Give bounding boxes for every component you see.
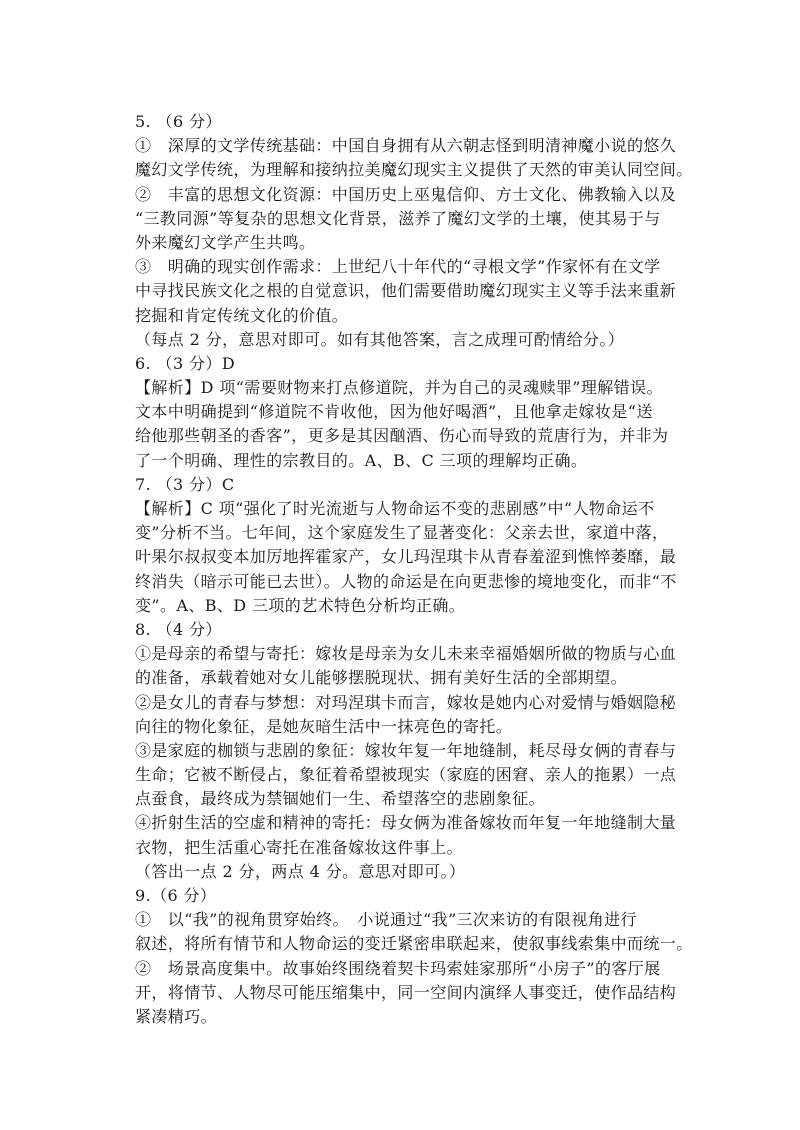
q8-point-1-line-2: 的准备，承载着她对女儿能够摆脱现状、拥有美好生活的全部期望。 <box>135 668 628 688</box>
q8-point-1-line-1: ①是母亲的希望与寄托：嫁妆是母亲为女儿未来幸福婚姻所做的物质与心血 <box>135 644 677 664</box>
question-6-heading: 6. （3 分）D <box>135 353 236 373</box>
q7-analysis-line-2: 变”分析不当。七年间，这个家庭发生了显著变化：父亲去世，家道中落， <box>135 523 669 543</box>
q7-analysis-line-1: 【解析】C 项“强化了时光流逝与人物命运不变的悲剧感”中“人物命运不 <box>135 499 655 518</box>
q6-analysis-line-2: 文本中明确提到“修道院不肯收他，因为他好喝酒”，且他拿走嫁妆是“送 <box>135 402 653 422</box>
question-8-heading: 8. （4 分） <box>135 619 222 639</box>
q8-point-4-line-2: 衣物，把生活重心寄托在准备嫁妆这件事上。 <box>135 837 464 857</box>
q7-analysis-line-4: 终消失（暗示可能已去世）。人物的命运是在向更悲惨的境地变化，而非“不 <box>135 571 677 591</box>
q5-point-2-line-1: ② 丰富的思想文化资源：中国历史上巫鬼信仰、方士文化、佛教输入以及 <box>135 184 677 204</box>
q5-point-3-line-2: 中寻找民族文化之根的自觉意识，他们需要借助魔幻现实主义等手法来重新 <box>135 281 677 301</box>
q8-point-4-line-1: ④折射生活的空虚和精神的寄托：母女俩为准备嫁妆而年复一年地缝制大量 <box>135 813 677 833</box>
q8-point-3-line-2: 生命；它被不断侵占，象征着希望被现实（家庭的困窘、亲人的拖累）一点 <box>135 765 677 785</box>
q8-point-3-line-3: 点蚕食，最终成为禁锢她们一生、希望落空的悲剧象征。 <box>135 789 546 809</box>
q6-analysis-line-4: 了一个明确、理性的宗教目的。A、B、C 三项的理解均正确。 <box>135 450 588 470</box>
q5-point-3-line-3: 挖掘和肯定传统文化的价值。 <box>135 305 349 325</box>
q7-analysis-line-3: 叶果尔叔叔变本加厉地挥霍家产，女儿玛涅琪卡从青春羞涩到憔悴萎靡，最 <box>135 547 677 567</box>
q6-analysis-line-3: 给他那些朝圣的香客”，更多是其因酗酒、伤心而导致的荒唐行为，并非为 <box>135 426 669 446</box>
question-5-heading: 5. （6 分） <box>135 112 222 131</box>
q9-point-2-line-2: 开，将情节、人物尽可能压缩集中，同一空间内演绎人事变迁，使作品结构 <box>135 982 677 1002</box>
q9-point-1-line-1: ① 以“我”的视角贯穿始终。 小说通过“我”三次来访的有限视角进行 <box>135 910 637 930</box>
q5-point-1-line-1: ① 深厚的文学传统基础：中国自身拥有从六朝志怪到明清神魔小说的悠久 <box>135 136 677 156</box>
q9-point-2-line-3: 紧凑精巧。 <box>135 1006 218 1026</box>
q5-point-3-line-1: ③ 明确的现实创作需求：上世纪八十年代的“寻根文学”作家怀有在文学 <box>135 257 661 277</box>
q8-point-2-line-2: 向往的物化象征，是她灰暗生活中一抹亮色的寄托。 <box>135 716 513 736</box>
question-9-heading: 9.（6 分） <box>135 886 217 905</box>
q5-point-2-line-3: 外来魔幻文学产生共鸣。 <box>135 232 316 252</box>
q9-point-1-line-2: 叙述，将所有情节和人物命运的变迁紧密串联起来，使叙事线索集中而统一。 <box>135 934 693 954</box>
q5-scoring-note: （每点 2 分，意思对即可。如有其他答案，言之成理可酌情给分。） <box>135 329 625 349</box>
q5-point-2-line-2: “三教同源”等复杂的思想文化背景，滋养了魔幻文学的土壤，使其易于与 <box>135 208 661 228</box>
q7-analysis-line-5: 变”。A、B、D 三项的艺术特色分析均正确。 <box>135 595 466 615</box>
question-7-heading: 7. （3 分）C <box>135 474 235 494</box>
answer-text-block <box>135 110 695 1029</box>
q8-point-2-line-1: ②是女儿的青春与梦想：对玛涅琪卡而言，嫁妆是她内心对爱情与婚姻隐秘 <box>135 692 677 712</box>
q8-point-3-line-1: ③是家庭的枷锁与悲剧的象征：嫁妆年复一年地缝制，耗尽母女俩的青春与 <box>135 740 677 760</box>
q8-scoring-note: （答出一点 2 分，两点 4 分。意思对即可。） <box>135 861 466 881</box>
q5-point-1-line-2: 魔幻文学传统，为理解和接纳拉美魔幻现实主义提供了天然的审美认同空间。 <box>135 160 693 180</box>
q9-point-2-line-1: ② 场景高度集中。故事始终围绕着契卡玛索娃家那所“小房子”的客厅展 <box>135 958 661 978</box>
q6-analysis-line-1: 【解析】D 项“需要财物来打点修道院，并为自己的灵魂赎罪”理解错误。 <box>135 378 663 398</box>
